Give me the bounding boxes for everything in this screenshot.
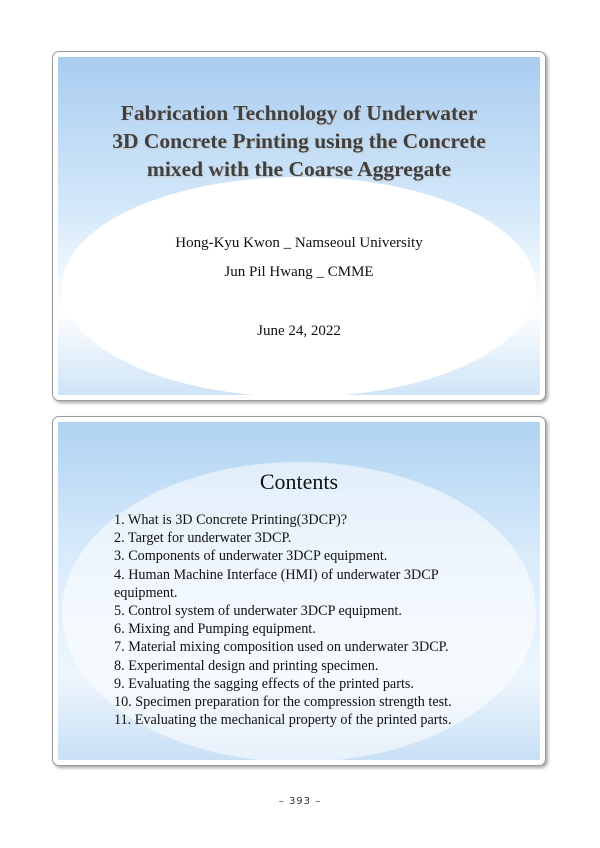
list-item: 5. Control system of underwater 3DCP equipment. <box>114 603 402 620</box>
list-item: 3. Components of underwater 3DCP equipment. <box>114 548 388 565</box>
list-item: 6. Mixing and Pumping equipment. <box>114 621 316 638</box>
presentation-date: June 24, 2022 <box>257 323 341 339</box>
contents-slide-background <box>58 422 540 760</box>
title-line-3: mixed with the Coarse Aggregate <box>146 157 452 181</box>
contents-heading: Contents <box>259 469 339 494</box>
contents-slide <box>52 416 546 766</box>
list-item: 4. Human Machine Interface (HMI) of underwater 3DCP <box>114 566 439 583</box>
title-slide <box>52 51 546 401</box>
list-item: 7. Material mixing composition used on underwater 3DCP. <box>114 639 449 656</box>
list-item: 2. Target for underwater 3DCP. <box>114 530 292 547</box>
page-number: – 393 – <box>278 796 322 807</box>
presentation-title <box>58 99 540 183</box>
list-item: 10. Specimen preparation for the compression strength test. <box>114 694 452 711</box>
list-item: 9. Evaluating the sagging effects of the printed parts. <box>114 675 414 692</box>
list-item: 11. Evaluating the mechanical property of the printed parts. <box>114 712 452 729</box>
list-item: 8. Experimental design and printing specimen. <box>114 657 379 674</box>
title-line-1: Fabrication Technology of Underwater <box>120 101 478 125</box>
contents-list <box>114 511 534 729</box>
author-1: Hong-Kyu Kwon _ Namseoul University <box>175 235 423 251</box>
title-slide-background <box>58 57 540 395</box>
decorative-oval <box>62 177 536 395</box>
list-item: 1. What is 3D Concrete Printing(3DCP)? <box>114 512 348 528</box>
title-line-2: 3D Concrete Printing using the Concrete <box>112 129 486 153</box>
author-2: Jun Pil Hwang _ CMME <box>224 264 374 280</box>
list-item: equipment. <box>114 584 178 601</box>
